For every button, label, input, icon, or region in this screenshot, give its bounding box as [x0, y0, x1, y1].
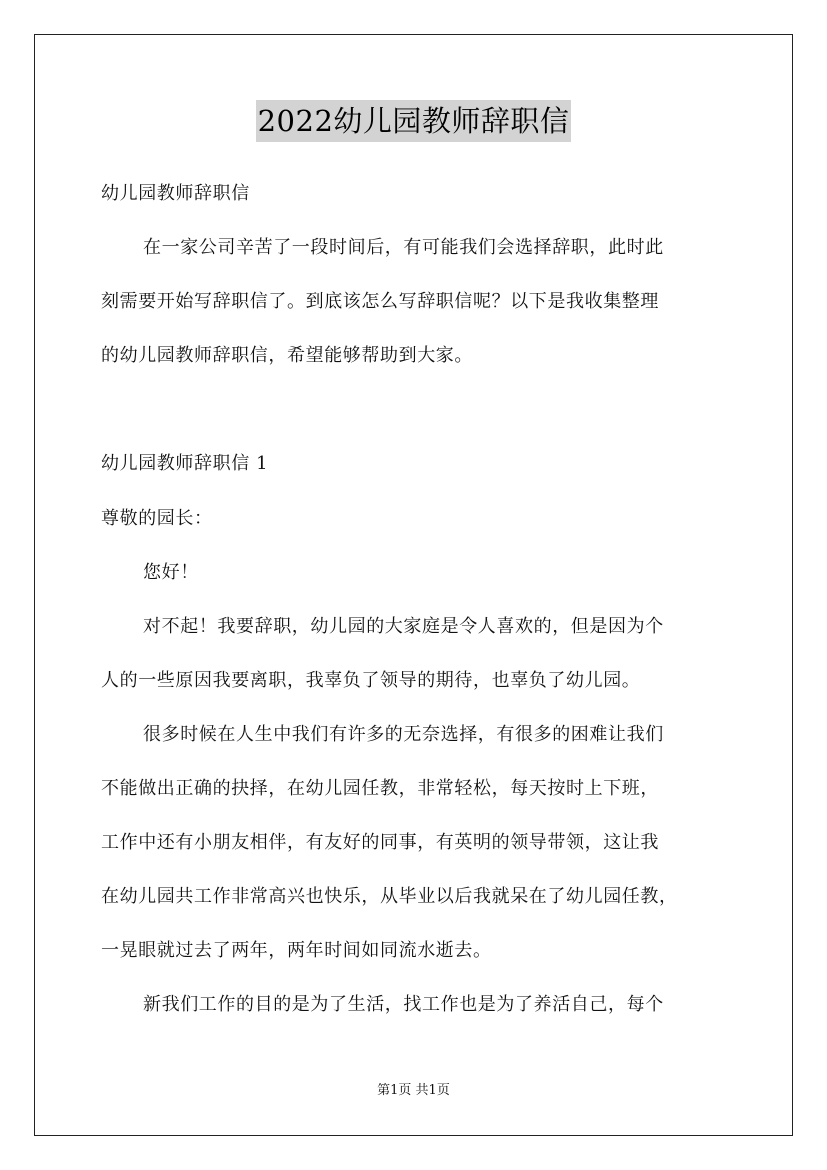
intro-paragraph-line: 在一家公司辛苦了一段时间后，有可能我们会选择辞职，此时此	[143, 237, 664, 258]
intro-paragraph-line: 的幼儿园教师辞职信，希望能够帮助到大家。	[101, 345, 473, 366]
section-heading: 幼儿园教师辞职信	[101, 183, 250, 204]
title-container	[0, 100, 827, 142]
body-paragraph-line: 很多时候在人生中我们有许多的无奈选择，有很多的困难让我们	[143, 724, 664, 745]
intro-paragraph-line: 刻需要开始写辞职信了。到底该怎么写辞职信呢？以下是我收集整理	[101, 291, 659, 312]
body-paragraph-line: 新我们工作的目的是为了生活，找工作也是为了养活自己，每个	[143, 994, 664, 1015]
body-paragraph-line: 一晃眼就过去了两年，两年时间如同流水逝去。	[101, 940, 492, 961]
greeting: 您好！	[143, 562, 199, 583]
body-paragraph-line: 对不起！我要辞职，幼儿园的大家庭是令人喜欢的，但是因为个	[143, 616, 664, 637]
letter-heading: 幼儿园教师辞职信 1	[101, 453, 269, 474]
salutation: 尊敬的园长：	[101, 508, 213, 529]
page-number-footer: 第1页 共1页	[377, 1083, 450, 1098]
body-paragraph-line: 人的一些原因我要离职，我辜负了领导的期待，也辜负了幼儿园。	[101, 670, 641, 691]
document-title: 2022幼儿园教师辞职信	[256, 100, 572, 142]
body-paragraph-line: 工作中还有小朋友相伴，有友好的同事，有英明的领导带领，这让我	[101, 832, 659, 853]
body-paragraph-line: 不能做出正确的抉择，在幼儿园任教，非常轻松，每天按时上下班，	[101, 778, 659, 799]
body-paragraph-line: 在幼儿园共工作非常高兴也快乐，从毕业以后我就呆在了幼儿园任教，	[101, 886, 678, 907]
